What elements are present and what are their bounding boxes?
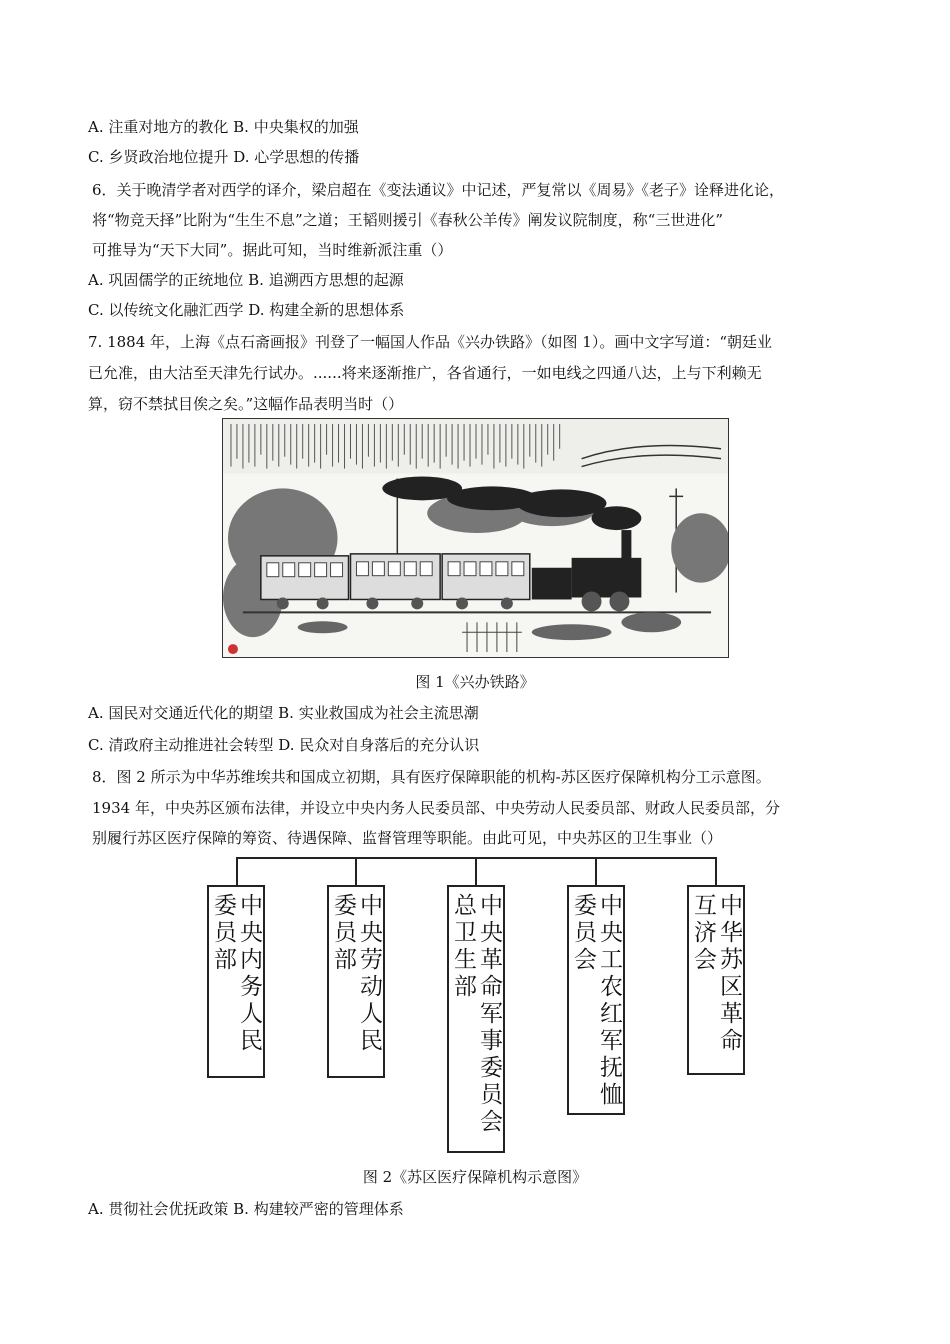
org-box	[207, 885, 265, 1078]
org-box	[687, 885, 745, 1075]
org-chart-connector	[475, 857, 477, 887]
question-7-option: A. 国民对交通近代化的期望 B. 实业救国成为社会主流思潮	[88, 704, 479, 722]
question-7-text: 已允准，由大沽至天津先行试办。......将来逐渐推广，各省通行，一如电线之四通八达，上与下利赖无	[88, 364, 762, 382]
org-box-label: 中央内务人民委员部	[210, 893, 262, 1055]
org-box-label: 中央工农红军抚恤委员会	[570, 893, 622, 1109]
question-6-text: 6．关于晚清学者对西学的译介，梁启超在《变法通议》中记述，严复常以《周易》《老子》诠释进化论，	[92, 181, 785, 199]
question-8-text: 别履行苏区医疗保障的筹资、待遇保障、监督管理等职能。由此可见，中央苏区的卫生事业（）	[92, 829, 723, 847]
question-8-text: 8．图 2 所示为中华苏维埃共和国成立初期，具有医疗保障职能的机构-苏区医疗保障机构分工示意图。	[92, 768, 771, 786]
org-chart-top-line	[236, 857, 716, 859]
option-line: C. 乡贤政治地位提升 D. 心学思想的传播	[88, 148, 360, 166]
org-box-label: 中央革命军事委员会总卫生部	[450, 893, 502, 1136]
question-7-text: 算，窃不禁拭目俟之矣。”这幅作品表明当时（）	[88, 395, 404, 413]
org-chart-connector	[595, 857, 597, 887]
question-6-option: A. 巩固儒学的正统地位 B. 追溯西方思想的起源	[88, 271, 404, 289]
question-6-text: 可推导为“天下大同”。据此可知，当时维新派注重（）	[92, 241, 453, 259]
option-line: A. 注重对地方的教化 B. 中央集权的加强	[88, 118, 359, 136]
org-box-label: 中央劳动人民委员部	[330, 893, 382, 1055]
org-box	[447, 885, 505, 1153]
org-box	[327, 885, 385, 1078]
question-6-text: 将“物竞天择”比附为“生生不息”之道；王韬则援引《春秋公羊传》阐发议院制度，称“三世进化”	[92, 211, 724, 229]
question-8-option: A. 贯彻社会优抚政策 B. 构建较严密的管理体系	[88, 1200, 404, 1218]
question-8-text: 1934 年，中央苏区颁布法律，并设立中央内务人民委员部、中央劳动人民委员部、财政人民委员部，分	[92, 799, 780, 817]
question-7-option: C. 清政府主动推进社会转型 D. 民众对自身落后的充分认识	[88, 736, 480, 754]
question-6-option: C. 以传统文化融汇西学 D. 构建全新的思想体系	[88, 301, 405, 319]
railway-illustration	[222, 418, 729, 658]
org-chart-connector	[236, 857, 238, 887]
org-box-label: 中华苏区革命互济会	[690, 893, 742, 1055]
org-chart-connector	[715, 857, 717, 887]
question-7-text: 7. 1884 年，上海《点石斋画报》刊登了一幅国人作品《兴办铁路》（如图 1）。画中文字写道：“朝廷业	[88, 333, 773, 351]
figure-1-caption: 图 1《兴办铁路》	[415, 673, 535, 691]
org-chart-connector	[355, 857, 357, 887]
org-box	[567, 885, 625, 1115]
figure-2-caption: 图 2《苏区医疗保障机构示意图》	[362, 1168, 588, 1186]
